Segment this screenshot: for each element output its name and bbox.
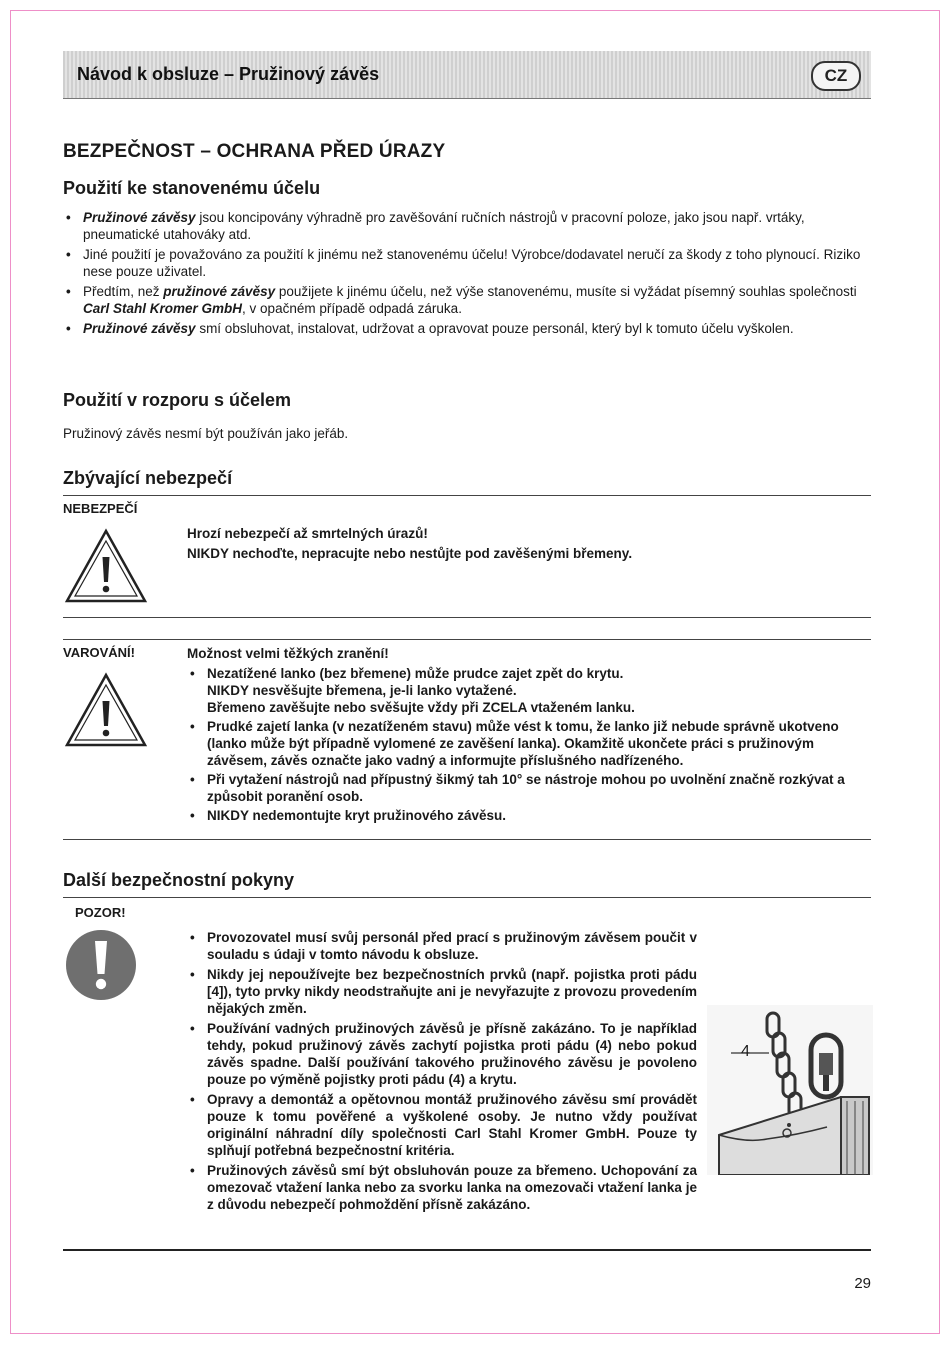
divider [63, 495, 871, 496]
divider [63, 639, 871, 640]
danger-line-2: NIKDY nechoďte, nepracujte nebo nestůjte pod zavěšenými břemeny. [187, 546, 633, 561]
section-heading-residual-danger: Zbývající nebezpečí [63, 468, 233, 488]
danger-label: NEBEZPEČÍ [63, 501, 138, 516]
divider [63, 897, 871, 898]
list-item: • Pružinové závěsy jsou koncipovány výhradně pro zavěšování ručních nástrojů v pracovní poloze, jako jsou např. vrtáky, pneumatické utahováky atd. [63, 209, 871, 243]
section-heading-intended-use: Použití ke stanovenému účelu [63, 178, 321, 198]
header-bar [63, 51, 871, 99]
divider [63, 1249, 871, 1251]
intended-use-list-container [63, 209, 871, 340]
misuse-text: Pružinový závěs nesmí být používán jako jeřáb. [63, 426, 349, 441]
warning-triangle-icon [63, 527, 149, 610]
caution-list [187, 929, 697, 1213]
list-item: • Pružinové závěsy smí obsluhovat, instalovat, udržovat a opravovat pouze personál, který byl k tomuto účelu vyškolen. [63, 320, 871, 337]
warning-intro: Možnost velmi těžkých zranění! [187, 646, 389, 661]
divider [63, 617, 871, 618]
list-item: • Prudké zajetí lanka (v nezatíženém stavu) může vést k tomu, že lanko již nebude správně ukotveno (lanko může být případně vylomené ze zavěšení lanka). Okamžitě ukončete práci s pružinovým závěsem, závěs označte jako vadný a informujte příslušného nadřízeného. [187, 718, 873, 769]
danger-line-1: Hrozí nebezpečí až smrtelných úrazů! [187, 526, 428, 541]
language-badge: CZ [811, 61, 861, 91]
figure-callout-4: 4 [741, 1043, 750, 1060]
list-item: • Předtím, než pružinové závěsy použijete k jinému účelu, než výše stanovenému, musíte si vyžádat písemný souhlas společnosti Carl Stahl Kromer GmbH, v opačném případě odpadá záruka. [63, 283, 871, 317]
warning-label: VAROVÁNÍ! [63, 645, 135, 660]
section-heading-misuse: Použití v rozporu s účelem [63, 390, 292, 410]
list-item: • Opravy a demontáž a opětovnou montáž pružinového závěsu smí provádět pouze k tomu pověřené a vyškolené osoby. Je nutno vždy používat originální náhradní díly společnosti Carl Stahl Kromer GmbH. Pouze ty splňují potřebná bezpečnostní kritéria. [187, 1091, 697, 1159]
manual-page [10, 10, 940, 1334]
fall-protection-figure [707, 1005, 873, 1180]
warning-triangle-icon [63, 671, 149, 754]
list-item: • Provozovatel musí svůj personál před prací s pružinovým závěsem poučit v souladu s údaji v tomto návodu k obsluze. [187, 929, 697, 963]
list-item: • NIKDY nedemontujte kryt pružinového závěsu. [187, 807, 873, 824]
warning-text [187, 645, 873, 827]
page-number: 29 [854, 1275, 871, 1292]
warning-list [187, 665, 873, 824]
list-item: • Nezatížené lanko (bez břemene) může prudce zajet zpět do krytu. NIKDY nesvěšujte břemena, je-li lanko vytažené. Břemeno zavěšujte nebo svěšujte vždy při ZCELA vtaženém lanku. [187, 665, 873, 716]
list-item: • Používání vadných pružinových závěsů je přísně zakázáno. To je například tehdy, pokud pružinový závěs zachytí pojistka proti pádu (4) nebo pokud závěs spadne. Další používání takového pružinového závěsu je povoleno pouze po výměně pojistky proti pádu (4) a krytu. [187, 1020, 697, 1088]
intended-use-list [63, 209, 871, 337]
list-item: • Pružinových závěsů smí být obsluhován pouze za břemeno. Uchopování za omezovač vtažení lanka nebo za svorku lanka na omezovači vtažení lanka je z důvodu nebezpečí pohmoždění přísně zakázáno. [187, 1162, 697, 1213]
list-item: • Jiné použití je považováno za použití k jinému než stanovenému účelu! Výrobce/dodavatel neručí za škody z toho plynoucí. Riziko nese pouze uživatel. [63, 246, 871, 280]
section-heading-further-safety: Další bezpečnostní pokyny [63, 870, 295, 890]
list-item: • Při vytažení nástrojů nad přípustný šikmý tah 10° se nástroje mohou po uvolnění značně rozkývat a způsobit poranění osob. [187, 771, 873, 805]
danger-text [187, 525, 871, 562]
main-heading: BEZPEČNOST – OCHRANA PŘED ÚRAZY [63, 141, 446, 162]
list-item: • Nikdy jej nepoužívejte bez bezpečnostních prvků (např. pojistka proti pádu [4]), tyto prvky nikdy neodstraňujte ani je nevyřazujte z provozu provedením nějakých změn. [187, 966, 697, 1017]
caution-text [187, 929, 697, 1216]
divider [63, 839, 871, 840]
caution-label: POZOR! [75, 905, 126, 920]
exclamation-icon [65, 929, 137, 1006]
page-title: Návod k obsluze – Pružinový závěs [77, 64, 380, 84]
